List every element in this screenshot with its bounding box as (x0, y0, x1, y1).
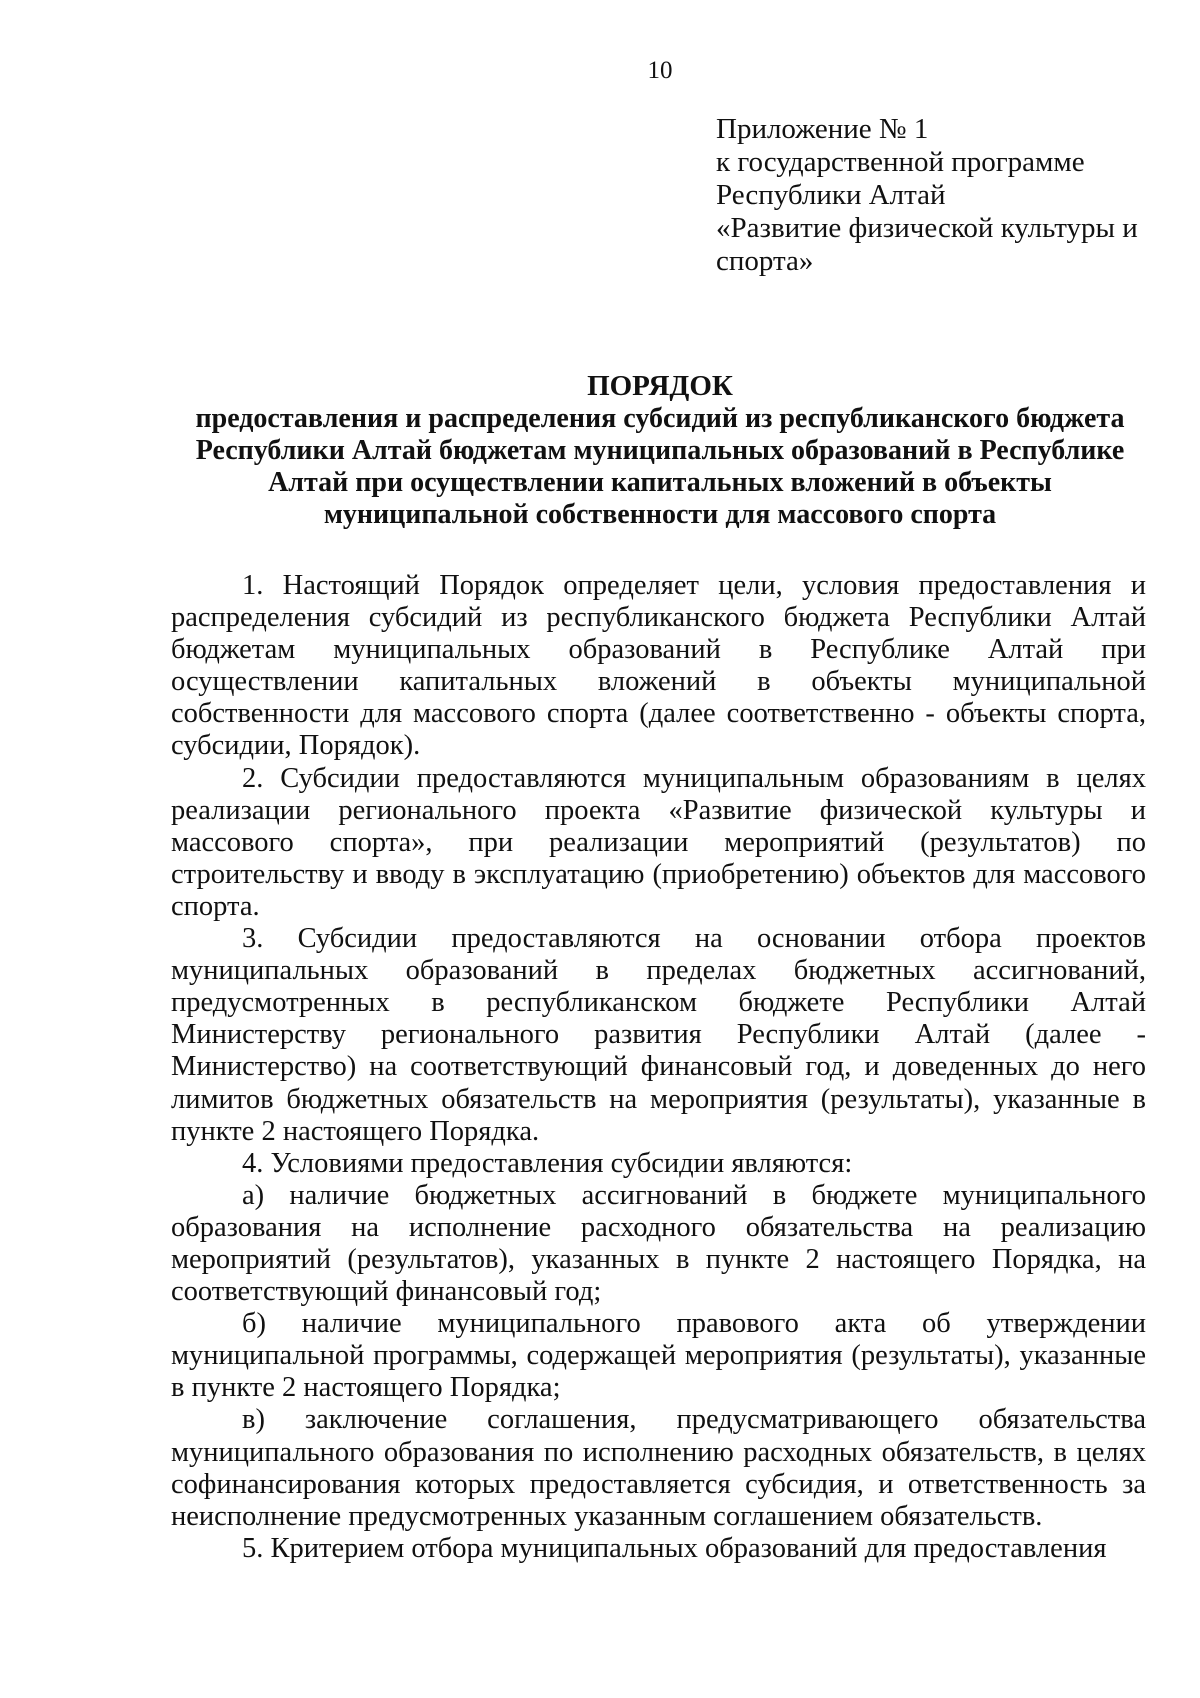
paragraph-line: 3. Субсидии предоставляются на основании отбора проектов (242, 923, 1146, 955)
annex-line: спорта» (716, 245, 814, 277)
paragraph-line: софинансирования которых предоставляется субсидия, и ответственность за (171, 1468, 1146, 1500)
subtitle-line: Республики Алтай бюджетам муниципальных образований в Республике (195, 435, 1125, 466)
paragraph-line: 1. Настоящий Порядок определяет цели, условия предоставления и (242, 570, 1146, 601)
paragraph-line: 4. Условиями предоставления субсидии являются: (242, 1147, 853, 1179)
paragraph-line: в) заключение соглашения, предусматривающего обязательства (242, 1404, 1146, 1436)
paragraph (171, 570, 1146, 763)
paragraph-line: 2. Субсидии предоставляются муниципальным образованиям в целях (242, 762, 1146, 794)
paragraph-line: строительству и вводу в эксплуатацию (приобретению) объектов для массового (171, 858, 1146, 890)
page-number: 10 (647, 57, 673, 84)
paragraph (171, 1180, 1146, 1308)
paragraph (171, 763, 1146, 923)
paragraph-line: неисполнение предусмотренных указанным соглашением обязательств. (171, 1500, 1043, 1532)
annex-block (716, 113, 1156, 278)
paragraph (171, 1308, 1146, 1404)
paragraph-line: в пункте 2 настоящего Порядка; (171, 1372, 561, 1404)
annex-line: Республики Алтай (716, 179, 946, 211)
document-body (171, 570, 1146, 1565)
paragraph (171, 923, 1146, 1148)
paragraph (171, 1533, 1146, 1565)
paragraph-line: распределения субсидий из республиканского бюджета Республики Алтай (171, 602, 1146, 634)
paragraph-line: Министерству регионального развития Республики Алтай (далее - (171, 1019, 1146, 1051)
paragraph-line: 5. Критерием отбора муниципальных образований для предоставления (242, 1532, 1107, 1564)
paragraph-line: образования на исполнение расходного обязательства на реализацию (171, 1211, 1146, 1243)
paragraph-line: спорта. (171, 890, 260, 922)
paragraph (171, 1404, 1146, 1532)
paragraph (171, 1148, 1146, 1180)
paragraph-line: лимитов бюджетных обязательств на мероприятия (результаты), указанные в (171, 1083, 1146, 1115)
paragraph-line: осуществлении капитальных вложений в объекты муниципальной (171, 666, 1146, 698)
annex-line: к государственной программе (716, 146, 1085, 178)
paragraph-line: а) наличие бюджетных ассигнований в бюджете муниципального (242, 1179, 1146, 1211)
paragraph-line: Министерство) на соответствующий финансовый год, и доведенных до него (171, 1051, 1146, 1083)
subtitle-line: предоставления и распределения субсидий из республиканского бюджета (195, 403, 1125, 434)
paragraph-line: муниципальной программы, содержащей мероприятия (результаты), указанные (171, 1340, 1146, 1372)
annex-line: «Развитие физической культуры и (716, 212, 1138, 244)
subtitle-line: Алтай при осуществлении капитальных вложений в объекты (268, 467, 1052, 498)
paragraph-line: реализации регионального проекта «Развитие физической культуры и (171, 794, 1146, 826)
paragraph-line: массового спорта», при реализации мероприятий (результатов) по (171, 826, 1146, 858)
annex-line: Приложение № 1 (716, 113, 929, 145)
paragraph-line: предусмотренных в республиканском бюджете Республики Алтай (171, 987, 1146, 1019)
document-subtitle (170, 403, 1150, 531)
paragraph-line: мероприятий (результатов), указанных в пункте 2 настоящего Порядка, на (171, 1243, 1146, 1275)
paragraph-line: собственности для массового спорта (далее соответственно - объекты спорта, (171, 698, 1146, 730)
paragraph-line: б) наличие муниципального правового акта об утверждении (242, 1308, 1146, 1340)
paragraph-line: соответствующий финансовый год; (171, 1276, 602, 1308)
document-title: ПОРЯДОК (587, 370, 733, 402)
paragraph-line: субсидии, Порядок). (171, 730, 421, 762)
subtitle-line: муниципальной собственности для массового спорта (323, 499, 997, 530)
paragraph-line: пункте 2 настоящего Порядка. (171, 1115, 540, 1147)
title-block (170, 369, 1150, 531)
paragraph-line: бюджетам муниципальных образований в Республике Алтай при (171, 634, 1146, 666)
paragraph-line: муниципальных образований в пределах бюджетных ассигнований, (171, 955, 1146, 987)
paragraph-line: муниципального образования по исполнению расходных обязательств, в целях (171, 1436, 1146, 1468)
